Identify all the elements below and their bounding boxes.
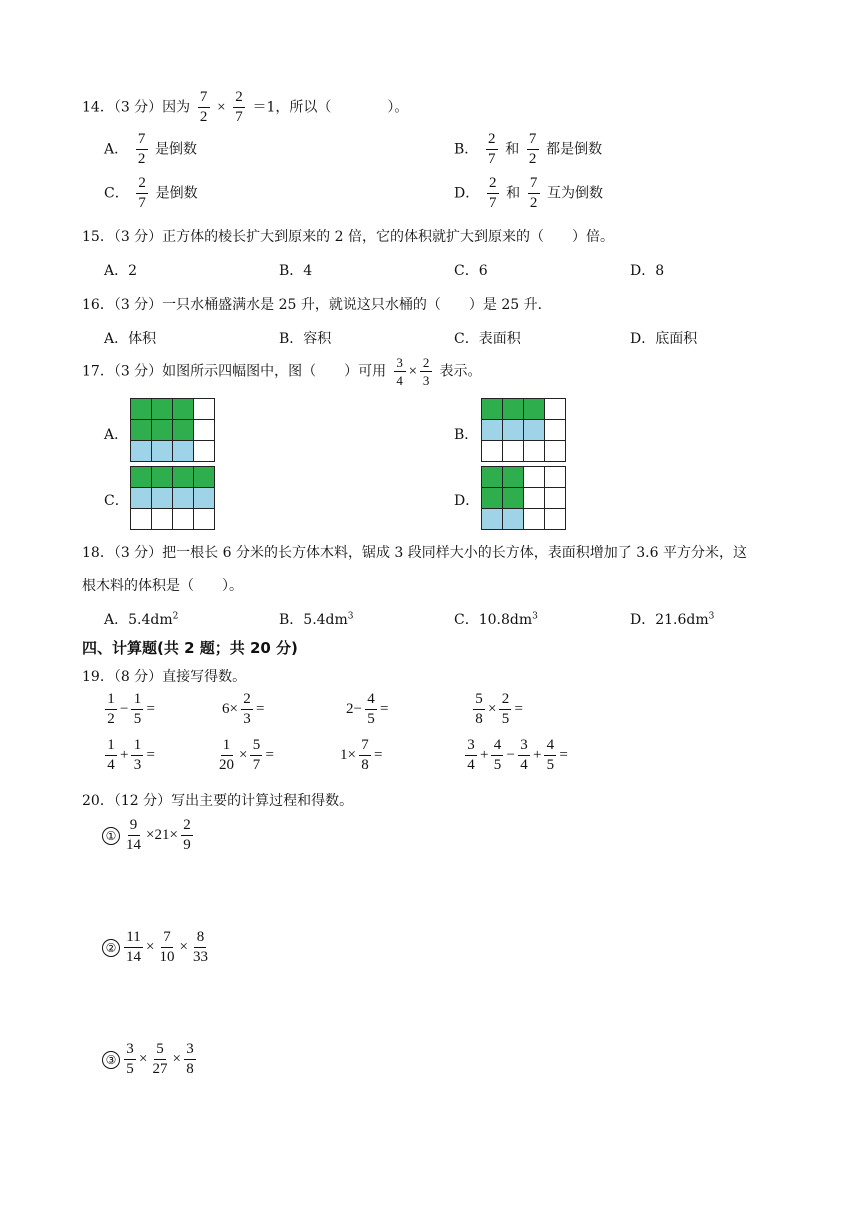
- q16-option-a[interactable]: A．体积: [104, 331, 157, 347]
- section-title: 四、计算题(共 2 题；共 20 分): [82, 639, 298, 657]
- green-cell: [131, 399, 152, 420]
- green-cell: [152, 399, 173, 420]
- q20-problem-2: ② $\frac{11}{14}$ × $\frac{7}{10}$ × $\frac{8}{33}$: [102, 930, 213, 965]
- q19-expr-1: $\frac{1}{2}$ − $\frac{1}{5}$ =: [102, 692, 155, 727]
- q17-stem: [82, 356, 482, 387]
- q16-option-d[interactable]: D．底面积: [630, 331, 698, 347]
- q20-problem-3: ③ $\frac{3}{5}$ × $\frac{5}{27}$ × $\frac{3}{8}$: [102, 1042, 199, 1077]
- times-sign: ×: [408, 363, 418, 380]
- white-cell: [194, 420, 215, 441]
- q14-option-a[interactable]: [104, 132, 197, 167]
- q19-expr-2: 6× $\frac{2}{3}$ =: [222, 691, 265, 727]
- q14-number: 14．: [82, 99, 114, 116]
- white-cell: [524, 488, 545, 509]
- blue-cell: [482, 420, 503, 441]
- q19-stem: 19．（8 分）直接写得数。: [82, 669, 247, 685]
- fraction: $\frac{7}{2}$: [527, 132, 539, 167]
- blue-cell: [131, 441, 152, 462]
- q17-grid-a[interactable]: [130, 398, 215, 462]
- green-cell: [131, 467, 152, 488]
- q17-option-a-label[interactable]: A．: [104, 427, 129, 443]
- green-cell: [194, 467, 215, 488]
- q17-stem-text: 17．（3 分）如图所示四幅图中，图（ ）可用: [82, 363, 387, 380]
- circle-number: ③: [102, 1051, 120, 1069]
- q16-option-b[interactable]: B．容积: [279, 331, 332, 347]
- q14-stem: [82, 90, 408, 125]
- white-cell: [545, 441, 566, 462]
- green-cell: [482, 467, 503, 488]
- option-text: 是倒数: [155, 185, 198, 202]
- green-cell: [482, 399, 503, 420]
- fraction: $\frac{2}{7}$: [136, 176, 148, 211]
- white-cell: [545, 467, 566, 488]
- times-sign: ×: [217, 99, 226, 116]
- q19-expr-8: $\frac{3}{4}$ + $\frac{4}{5}$ − $\frac{3}{4}$ + $\frac{4}{5}$ =: [462, 738, 568, 773]
- white-cell: [194, 399, 215, 420]
- q17-option-b-label[interactable]: B．: [454, 427, 479, 443]
- option-text: 互为倒数: [547, 185, 604, 202]
- white-cell: [503, 441, 524, 462]
- q19-expr-3: 2− $\frac{4}{5}$ =: [346, 691, 389, 727]
- white-cell: [545, 399, 566, 420]
- q15-option-b[interactable]: B．4: [279, 263, 313, 279]
- q17-grid-b[interactable]: [481, 398, 566, 462]
- green-cell: [152, 420, 173, 441]
- q16-option-c[interactable]: C．表面积: [454, 331, 521, 347]
- option-text: 是倒数: [155, 141, 198, 158]
- q18-option-c[interactable]: C．$10.8dm^3$: [454, 611, 538, 628]
- q15-option-c[interactable]: C．6: [454, 263, 488, 279]
- white-cell: [545, 488, 566, 509]
- white-cell: [545, 420, 566, 441]
- white-cell: [545, 509, 566, 530]
- green-cell: [131, 420, 152, 441]
- fraction: $\frac{3}{4}$: [394, 356, 406, 387]
- q14-equation-tail: ＝1，所以（ ）。: [252, 99, 409, 116]
- green-cell: [503, 467, 524, 488]
- q15-option-a[interactable]: A．2: [104, 263, 138, 279]
- blue-cell: [524, 420, 545, 441]
- q18-stem-line2: 根木料的体积是（ ）。: [82, 578, 243, 594]
- white-cell: [152, 509, 173, 530]
- q20-problem-1: ① $\frac{9}{14}$ ×21× $\frac{2}{9}$: [102, 818, 196, 853]
- q17-grid-c[interactable]: [130, 466, 215, 530]
- green-cell: [173, 467, 194, 488]
- q19-expr-5: $\frac{1}{4}$ + $\frac{1}{3}$ =: [102, 738, 155, 773]
- white-cell: [194, 441, 215, 462]
- fraction: $\frac{2}{3}$: [420, 356, 432, 387]
- q19-expr-4: $\frac{5}{8}$ × $\frac{2}{5}$ =: [470, 692, 523, 727]
- q14-score: （3 分）因为: [113, 99, 191, 116]
- green-cell: [173, 420, 194, 441]
- option-label: B．: [454, 141, 479, 158]
- green-cell: [503, 399, 524, 420]
- circle-number: ①: [102, 827, 120, 845]
- q18-option-b[interactable]: B．$5.4dm^3$: [279, 611, 354, 628]
- option-label: D．: [454, 185, 480, 202]
- white-cell: [194, 509, 215, 530]
- green-cell: [503, 488, 524, 509]
- green-cell: [524, 399, 545, 420]
- q17-grid-d[interactable]: [481, 466, 566, 530]
- blue-cell: [194, 488, 215, 509]
- q18-option-a[interactable]: A．$5.4dm^2$: [104, 611, 179, 628]
- blue-cell: [131, 488, 152, 509]
- q17-stem-tail: 表示。: [439, 363, 482, 380]
- q17-option-c-label[interactable]: C．: [104, 493, 129, 509]
- q14-option-b[interactable]: [454, 132, 602, 167]
- fraction: $\frac{7}{2}$: [528, 176, 540, 211]
- blue-cell: [152, 441, 173, 462]
- white-cell: [173, 509, 194, 530]
- fraction: $\frac{2}{7}$: [487, 176, 499, 211]
- blue-cell: [503, 420, 524, 441]
- fraction: $\frac{7}{2}$: [198, 90, 210, 125]
- q19-expr-6: $\frac{1}{20}$ × $\frac{5}{7}$ =: [219, 737, 274, 773]
- white-cell: [131, 509, 152, 530]
- q17-option-d-label[interactable]: D．: [454, 493, 480, 509]
- white-cell: [524, 509, 545, 530]
- option-text: 和: [505, 141, 520, 158]
- blue-cell: [152, 488, 173, 509]
- fraction: $\frac{7}{2}$: [136, 132, 148, 167]
- option-text: 和: [506, 185, 521, 202]
- q15-option-d[interactable]: D．8: [630, 263, 665, 279]
- blue-cell: [173, 488, 194, 509]
- option-label: C．: [104, 185, 129, 202]
- green-cell: [152, 467, 173, 488]
- q20-stem: 20．（12 分）写出主要的计算过程和得数。: [82, 793, 354, 809]
- blue-cell: [173, 441, 194, 462]
- q15-stem: 15．（3 分）正方体的棱长扩大到原来的 2 倍，它的体积就扩大到原来的（ ）倍。: [82, 229, 614, 245]
- green-cell: [173, 399, 194, 420]
- q19-expr-7: 1× $\frac{7}{8}$ =: [340, 737, 383, 773]
- white-cell: [524, 467, 545, 488]
- q16-stem: 16．（3 分）一只水桶盛满水是 25 升，就说这只水桶的（ ）是 25 升．: [82, 297, 552, 313]
- q18-stem-line1: 18．（3 分）把一根长 6 分米的长方体木料，锯成 3 段同样大小的长方体，表面积增加了 3.6 平方分米，这: [82, 545, 747, 561]
- blue-cell: [482, 509, 503, 530]
- blue-cell: [503, 509, 524, 530]
- option-text: 都是倒数: [546, 141, 603, 158]
- green-cell: [482, 488, 503, 509]
- fraction: $\frac{2}{7}$: [233, 90, 245, 125]
- q18-option-d[interactable]: D．$21.6dm^3$: [630, 611, 715, 628]
- fraction: $\frac{2}{7}$: [486, 132, 498, 167]
- white-cell: [524, 441, 545, 462]
- q14-option-d[interactable]: [454, 176, 603, 211]
- white-cell: [482, 441, 503, 462]
- option-label: A．: [104, 141, 129, 158]
- q14-option-c[interactable]: [104, 176, 198, 211]
- circle-number: ②: [102, 939, 120, 957]
